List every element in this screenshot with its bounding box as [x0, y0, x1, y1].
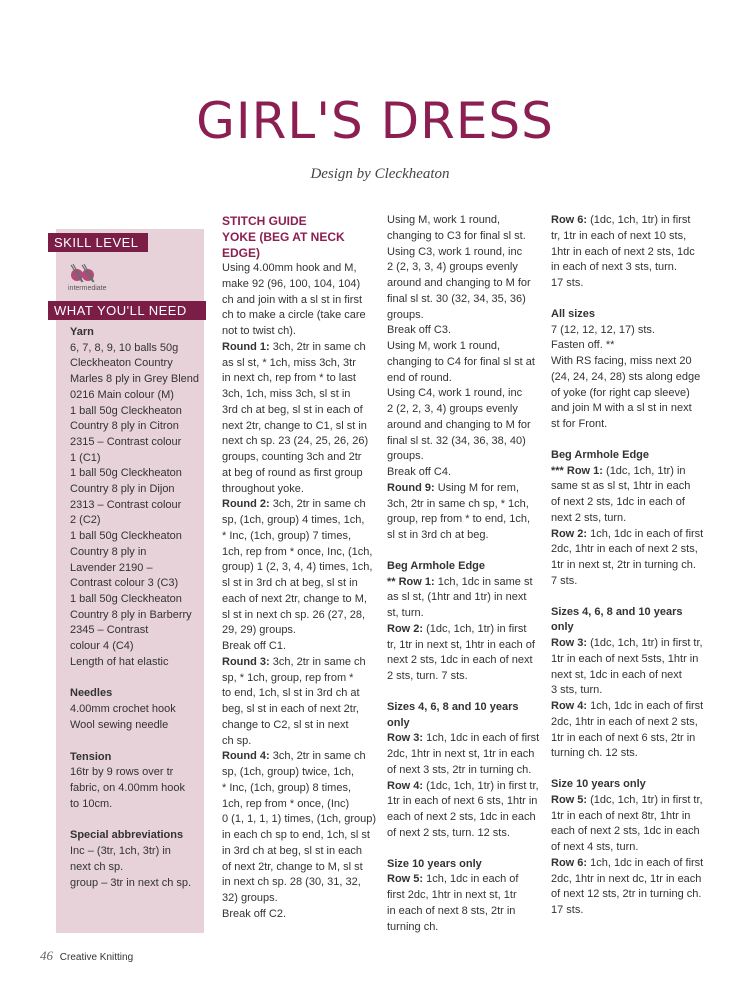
materials-line: Length of hat elastic — [70, 655, 169, 668]
instruction-line: as sl st, * 1ch, miss 3ch, 3tr — [222, 356, 356, 369]
instruction-line: groups. — [387, 450, 424, 463]
materials-line: 1 ball 50g Cleckheaton — [70, 530, 182, 543]
spacer — [387, 842, 542, 857]
subsection-heading: All sizes — [551, 307, 596, 320]
instruction-line: 3 sts, turn. — [551, 684, 603, 697]
instruction-line: 2dc, 1htr in each of next 2 sts, — [551, 543, 698, 556]
instruction-line: next 2 sts, turn. — [551, 511, 627, 524]
instruction-line: 1tr in each of next 6 sts, 2tr in — [551, 731, 696, 744]
instruction-line: turning ch. 12 sts. — [551, 747, 638, 760]
materials-line: Country 8 ply in Barberry — [70, 608, 192, 621]
row-label: Row 5: — [387, 873, 424, 886]
row-label: Row 2: — [551, 527, 588, 540]
row-label: Row 3: — [551, 637, 588, 649]
instruction-line: of next 2 sts, turn. 12 sts. — [387, 826, 510, 839]
instruction-line: in next ch sp. 28 (30, 31, 32, — [222, 876, 361, 889]
row-label: Row 6: — [551, 856, 588, 869]
row-label: ** Row 1: — [387, 575, 435, 588]
materials-line: 1 (C1) — [70, 451, 101, 464]
instruction-line: changing to C4 for final sl st at — [387, 355, 535, 368]
instruction-line: at beg of round as first group — [222, 466, 363, 479]
instruction-line: Row 4: 1ch, 1dc in each of first — [551, 700, 704, 712]
instruction-line: *** Row 1: (1dc, 1ch, 1tr) in — [551, 464, 686, 477]
subsection-heading: Sizes 4, 6, 8 and 10 years — [551, 605, 683, 618]
materials-line: Country 8 ply in Dijon — [70, 483, 175, 496]
materials-line: 1 ball 50g Cleckheaton — [70, 467, 182, 480]
instruction-line: 1ch, rep from * once, (Inc) — [222, 797, 350, 810]
instruction-line: 1ch, rep from * once, Inc, (1ch, — [222, 545, 373, 558]
instruction-line: Using C3, work 1 round, inc — [387, 245, 523, 258]
instruction-line: 2 (2, 3, 3, 4) groups evenly — [387, 261, 518, 274]
instruction-line: st, turn. — [387, 607, 424, 619]
row-label: Round 3: — [222, 655, 270, 668]
page-title: GIRL'S DRESS — [196, 92, 554, 150]
instruction-line: beg, sl st in each of next 2tr, — [222, 703, 359, 715]
instruction-line: Round 1: 3ch, 2tr in same ch — [222, 340, 366, 353]
instruction-line: 2dc, 1htr in next dc, 1tr in each — [551, 872, 702, 885]
instruction-line: of next 3 sts, 2tr in turning ch. — [387, 763, 532, 776]
instruction-line: and join M with a sl st in next — [551, 402, 692, 415]
instruction-line: st for Front. — [551, 418, 608, 430]
instruction-line: final sl st. 30 (32, 34, 35, 36) — [387, 292, 526, 305]
instruction-line: group, rep from * to end, 1ch, — [387, 513, 531, 526]
abbreviations-details — [70, 844, 204, 891]
instruction-line: Using M, work 1 round, — [387, 340, 501, 352]
instruction-line: next ch sp. 23 (24, 25, 26, 26) — [222, 435, 369, 448]
section-heading: STITCH GUIDE — [222, 214, 307, 228]
instruction-line: same st as sl st, 1htr in each — [551, 480, 691, 493]
materials-line: Country 8 ply in — [70, 545, 147, 558]
instruction-line: throughout yoke. — [222, 482, 304, 495]
instruction-line: 3ch, 1ch, miss 3ch, sl st in — [222, 388, 351, 400]
materials-line: Marles 8 ply in Grey Blend — [70, 373, 199, 386]
instruction-line: each of next 2 sts, 1dc in each — [551, 825, 700, 838]
instruction-line: 1htr in each of next 2 sts, 1dc — [551, 245, 695, 258]
row-label: *** Row 1: — [551, 464, 603, 477]
subsection-heading: Beg Armhole Edge — [551, 448, 649, 461]
instruction-line: to end, 1ch, sl st in 3rd ch at — [222, 687, 360, 700]
row-label: Row 4: — [387, 779, 424, 792]
instruction-line: Row 3: 1ch, 1dc in each of first — [387, 732, 540, 745]
page-number: 46 — [40, 948, 53, 963]
instruction-line: in each of next 8 sts, 2tr in — [387, 904, 516, 917]
instruction-line: Round 9: Using M for rem, — [387, 481, 520, 494]
instruction-line: Row 5: 1ch, 1dc in each of — [387, 873, 519, 886]
tension-heading: Tension — [70, 750, 112, 763]
materials-line: 2313 – Contrast colour — [70, 498, 182, 511]
instruction-line: ch and join with a sl st in first — [222, 293, 363, 306]
materials-line: Wool sewing needle — [70, 718, 169, 731]
materials-line: group – 3tr in next ch sp. — [70, 876, 192, 889]
instruction-line: each of next 2 sts, 1dc in each — [387, 811, 536, 823]
instruction-line: of next 4 sts, turn. — [551, 841, 639, 853]
instruction-line: groups, counting 3ch and 2tr — [222, 451, 362, 463]
instruction-line: Break off C1. — [222, 640, 286, 652]
instruction-line: Round 4: 3ch, 2tr in same ch — [222, 750, 366, 763]
spacer — [551, 433, 711, 448]
instruction-line: 32) groups. — [222, 892, 278, 904]
row-label: Round 9: — [387, 481, 435, 494]
instruction-line: turning ch. — [387, 920, 439, 933]
instruction-line: end of round. — [387, 371, 452, 384]
instruction-line: next 2tr, change to C1, sl st in — [222, 419, 367, 432]
materials-line: to 10cm. — [70, 797, 113, 810]
instruction-line: Using C4, work 1 round, inc — [387, 387, 523, 400]
instruction-line: 7 (12, 12, 12, 17) sts. — [551, 323, 655, 336]
instruction-line: as sl st, (1htr and 1tr) in next — [387, 591, 527, 604]
materials-line: 6, 7, 8, 9, 10 balls 50g — [70, 341, 179, 354]
materials-line: 1 ball 50g Cleckheaton — [70, 592, 182, 605]
subsection-heading: Sizes 4, 6, 8 and 10 years only — [387, 700, 519, 729]
instruction-line: of next 12 sts, 2tr in turning ch. — [551, 888, 702, 901]
row-label: Row 5: — [551, 793, 588, 806]
instruction-line: sl st in 3rd ch at beg, sl st in — [222, 577, 358, 589]
instruction-line: Row 6: (1dc, 1ch, 1tr) in first — [551, 214, 691, 226]
instruction-line: 1tr in next st, 2tr in turning ch. — [551, 559, 696, 571]
materials-line: colour 4 (C4) — [70, 640, 134, 653]
byline: Design by Cleckheaton — [310, 166, 450, 182]
instruction-line: final sl st. 32 (34, 36, 38, 40) — [387, 434, 526, 447]
magazine-name: Creative Knitting — [59, 952, 134, 963]
instruction-line: each of next 2tr, change to M, — [222, 592, 367, 605]
instruction-line: groups. — [387, 308, 424, 321]
instruction-line: 17 sts. — [551, 904, 584, 916]
needles-details — [70, 702, 204, 733]
materials-line: 0216 Main colour (M) — [70, 388, 174, 401]
instruction-line: group) 1 (2, 3, 4, 4) times, 1ch, — [222, 561, 373, 574]
row-label: Round 2: — [222, 498, 270, 511]
spacer — [551, 590, 711, 605]
instruction-line: ** Row 1: 1ch, 1dc in same st — [387, 575, 533, 588]
instruction-line: 1tr in each of next 5sts, 1htr in — [551, 652, 699, 665]
row-label: Row 3: — [387, 732, 424, 745]
instruction-line: of next 2 sts, 1dc in each of — [551, 496, 685, 508]
materials-line: Contrast colour 3 (C3) — [70, 577, 179, 590]
instruction-line: 3rd ch at beg, sl st in each of — [222, 403, 363, 416]
instruction-line: 7 sts. — [551, 574, 578, 587]
materials-line: 1 ball 50g Cleckheaton — [70, 404, 182, 417]
materials-line: Lavender 2190 – — [70, 561, 153, 574]
instruction-line: next 2 sts, 1dc in each of next — [387, 654, 533, 667]
materials-line: 4.00mm crochet hook — [70, 703, 176, 716]
instruction-line: in each of next 3 sts, turn. — [551, 261, 677, 274]
materials-line: fabric, on 4.00mm hook — [70, 781, 185, 794]
instruction-line: in next ch, rep from * to last — [222, 372, 356, 385]
what-you-need-label: WHAT YOU'LL NEED — [48, 301, 206, 320]
instruction-line: of next 2tr, change to M, sl st — [222, 860, 363, 873]
skill-level-value: intermediate — [68, 285, 107, 292]
instruction-line: Using M, work 1 round, — [387, 214, 501, 226]
instruction-line: sp, * 1ch, group, rep from * — [222, 671, 354, 684]
subsection-heading: Beg Armhole Edge — [387, 559, 485, 572]
instruction-line: around and changing to M for — [387, 277, 531, 289]
instruction-line: Break off C3. — [387, 324, 451, 337]
pattern-column-1 — [222, 213, 377, 923]
instruction-line: 2dc, 1htr in each of next 2 sts, — [551, 715, 698, 728]
instruction-line: 1tr in each of next 6 sts, 1htr in — [387, 795, 538, 808]
instruction-line: ch to make a circle (take care — [222, 309, 366, 322]
spacer — [551, 762, 711, 777]
instruction-line: first 2dc, 1htr in next st, 1tr — [387, 889, 517, 901]
instruction-line: sp, (1ch, group) twice, 1ch, — [222, 766, 355, 778]
materials-line: 2 (C2) — [70, 514, 101, 527]
pattern-column-3 — [551, 213, 711, 919]
instruction-line: ch sp. — [222, 734, 252, 747]
instruction-line: 2dc, 1htr in next st, 1tr in each — [387, 748, 535, 760]
materials-line: Inc – (3tr, 1ch, 3tr) in — [70, 845, 171, 858]
instruction-line: change to C2, sl st in next — [222, 718, 349, 731]
instruction-line: tr, 1tr in next st, 1htr in each of — [387, 638, 535, 651]
knitting-needles-icon — [68, 262, 98, 284]
instruction-line: sl st in next ch sp. 26 (27, 28, — [222, 608, 366, 621]
instruction-line: (24, 24, 24, 28) sts along edge — [551, 370, 701, 383]
materials-line: 2345 – Contrast — [70, 624, 149, 637]
page-footer — [40, 948, 133, 964]
instruction-line: Row 6: 1ch, 1dc in each of first — [551, 856, 704, 869]
section-heading: EDGE) — [222, 246, 261, 260]
subsection-heading: Size 10 years only — [387, 857, 482, 870]
subsection-heading: Size 10 years only — [551, 778, 646, 790]
materials-line: Cleckheaton Country — [70, 357, 173, 370]
pattern-column-2 — [387, 213, 542, 935]
spacer — [551, 292, 711, 307]
instruction-line: Using 4.00mm hook and M, — [222, 262, 357, 274]
instruction-line: next st, 1dc in each of next — [551, 668, 682, 681]
instruction-line: 17 sts. — [551, 277, 584, 289]
instruction-line: of yoke (for right cap sleeve) — [551, 386, 690, 399]
spacer — [387, 685, 542, 700]
instruction-line: 29, 29) groups. — [222, 624, 296, 637]
instruction-line: With RS facing, miss next 20 — [551, 355, 692, 367]
instruction-line: in 3rd ch at beg, sl st in each — [222, 844, 363, 857]
instruction-line: 1tr in each of next 8tr, 1htr in — [551, 809, 691, 822]
spacer — [387, 544, 542, 559]
row-label: Round 1: — [222, 340, 270, 353]
instruction-line: Break off C2. — [222, 907, 286, 920]
instruction-line: tr, 1tr in each of next 10 sts, — [551, 229, 687, 242]
instruction-line: Break off C4. — [387, 466, 451, 478]
yarn-heading: Yarn — [70, 326, 94, 338]
instruction-line: around and changing to M for — [387, 418, 531, 431]
row-label: Row 6: — [551, 214, 588, 226]
row-label: Row 4: — [551, 700, 588, 712]
instruction-line: Row 3: (1dc, 1ch, 1tr) in first tr, — [551, 637, 703, 649]
instruction-line: * Inc, (1ch, group) 8 times, — [222, 781, 351, 794]
instruction-line: sl st in 3rd ch at beg. — [387, 529, 489, 541]
needles-heading: Needles — [70, 687, 113, 700]
yarn-details — [70, 341, 204, 671]
instruction-line: 2 (2, 2, 3, 4) groups evenly — [387, 403, 518, 415]
instruction-line: sp, (1ch, group) 4 times, 1ch, — [222, 514, 365, 526]
instruction-line: Round 2: 3ch, 2tr in same ch — [222, 498, 366, 511]
instruction-line: Row 5: (1dc, 1ch, 1tr) in first tr, — [551, 793, 703, 806]
instruction-line: Fasten off. ** — [551, 339, 615, 352]
instruction-line: Row 2: 1ch, 1dc in each of first — [551, 527, 704, 540]
materials-line: 2315 – Contrast colour — [70, 435, 182, 448]
materials-line: Country 8 ply in Citron — [70, 420, 179, 433]
materials-line: next ch sp. — [70, 860, 124, 873]
abbreviations-heading: Special abbreviations — [70, 829, 184, 842]
instruction-line: Round 3: 3ch, 2tr in same ch — [222, 655, 366, 668]
instruction-line: Row 4: (1dc, 1ch, 1tr) in first tr, — [387, 779, 539, 792]
instruction-line: not to twist ch). — [222, 325, 296, 337]
skill-level-label: SKILL LEVEL — [48, 233, 148, 252]
section-heading: YOKE (BEG AT NECK — [222, 230, 345, 244]
subsection-heading: only — [551, 621, 574, 634]
row-label: Row 2: — [387, 622, 424, 635]
row-label: Round 4: — [222, 750, 270, 763]
instruction-line: in each ch sp to end, 1ch, sl st — [222, 829, 370, 841]
instruction-line: make 92 (96, 100, 104, 104) — [222, 277, 361, 290]
tension-details — [70, 765, 204, 812]
instruction-line: 2 sts, turn. 7 sts. — [387, 670, 468, 682]
instruction-line: changing to C3 for final sl st. — [387, 229, 526, 242]
instruction-line: 0 (1, 1, 1, 1) times, (1ch, group) — [222, 813, 377, 826]
instruction-line: * Inc, (1ch, group) 7 times, — [222, 529, 351, 542]
instruction-line: Row 2: (1dc, 1ch, 1tr) in first — [387, 622, 527, 635]
materials-list — [70, 325, 204, 891]
materials-line: 16tr by 9 rows over tr — [70, 766, 174, 779]
instruction-line: 3ch, 2tr in same ch sp, * 1ch, — [387, 497, 529, 510]
